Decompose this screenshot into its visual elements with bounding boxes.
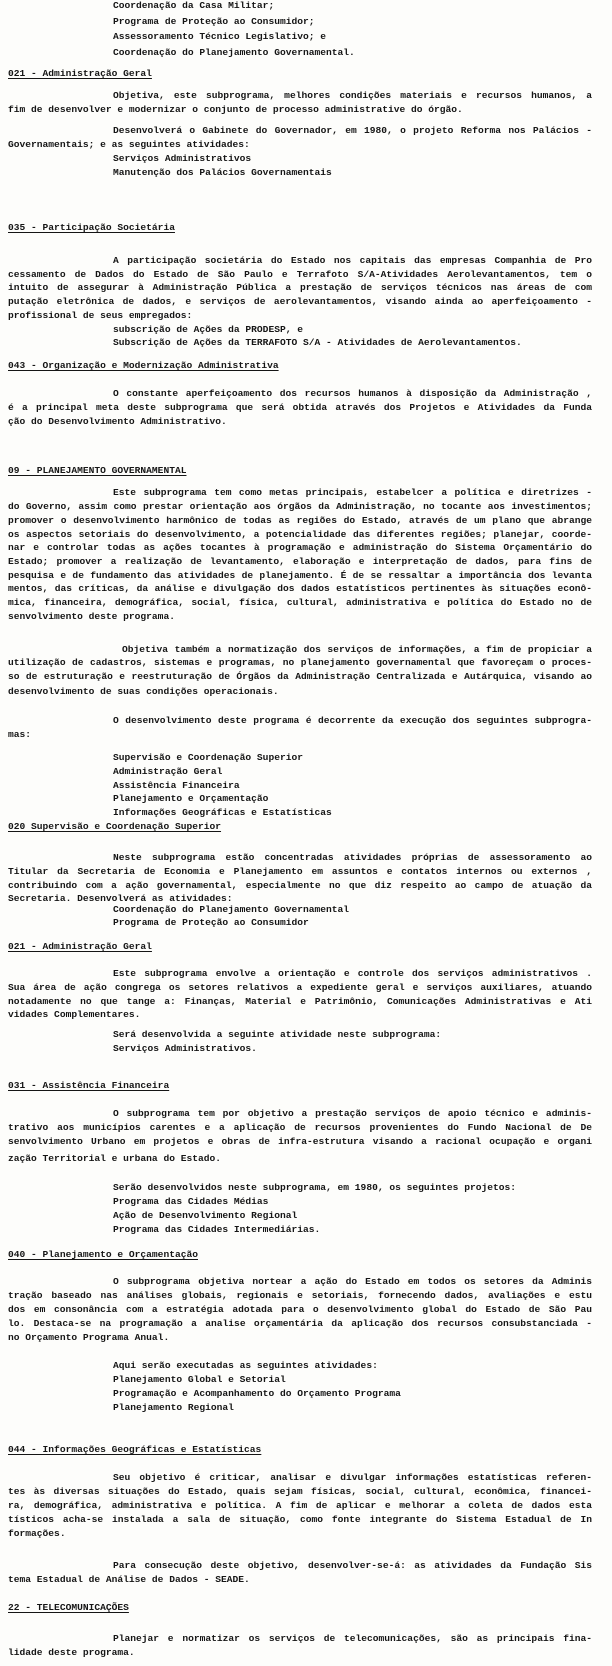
section-heading: 040 - Planejamento e Orçamentação (8, 1249, 198, 1260)
paragraph-line: mentos, das críticas, da análise e divulgação dos dados estatísticos pertinentes às situações econô- (8, 583, 592, 594)
paragraph-line: Objetiva, este subprograma, melhores condições materiais e recursos humanos, a (113, 90, 592, 101)
paragraph-line: mica, financeira, demográfica, social, física, cultural, administrativa e política do Estado no de (8, 597, 592, 608)
list-item: Programa das Cidades Médias (113, 1196, 269, 1207)
paragraph-line: senvolvimento deste programa. (8, 611, 175, 622)
paragraph-line: fim de desenvolver e modernizar o conjunto de processo administrative do órgão. (8, 104, 463, 115)
list-item: Programa das Cidades Intermediárias. (113, 1224, 321, 1235)
list-item: Manutenção dos Palácios Governamentais (113, 167, 332, 178)
paragraph-line: putação eletrônica de dados, e serviços de aerolevantamentos, visando ainda ao aperfeiçoamento - (8, 296, 592, 307)
paragraph-line: Governamentais; e as seguintes atividades: (8, 139, 250, 150)
paragraph-line: Sua área de ação congrega os setores relativos a expediente geral e serviços auxiliares, atuando (8, 982, 592, 993)
paragraph-line: mas: (8, 729, 32, 740)
list-item: Serão desenvolvidos neste subprograma, em 1980, os seguintes projetos: (113, 1182, 517, 1193)
paragraph-line: formações. (8, 1528, 66, 1539)
paragraph-line: A participação societária do Estado nos capitais das empresas Companhia de Pro (113, 255, 592, 266)
paragraph-line: trativo aos municípios carentes e a aplicação de recursos provenientes do Fundo Nacional de De (8, 1122, 592, 1133)
list-item: Programa de Proteção ao Consumidor; (113, 16, 315, 27)
paragraph-line: dos em consonância com a estratégia adotada para o desenvolvimento global do Estado de São Pau (8, 1304, 592, 1315)
paragraph-line: lidade deste programa. (8, 1647, 135, 1658)
section-heading: 035 - Participação Societária (8, 222, 175, 233)
list-item: Ação de Desenvolvimento Regional (113, 1210, 298, 1221)
paragraph-line: tes às diversas situações do Estado, quais sejam físicas, social, cultural, econômica, financei- (8, 1486, 592, 1497)
paragraph-line: do Governo, assim como prestar orientação aos órgãos da Administração, no tocante aos investimentos; (8, 501, 592, 512)
paragraph-line: profissional de seus empregados: (8, 310, 193, 321)
paragraph-line: promover o desenvolvimento harmônico de todas as regiões do Estado, através de um plano que abrange (8, 515, 592, 526)
list-item: Serviços Administrativos (113, 153, 252, 164)
paragraph-line: tísticos acha-se instalada a sala de situação, como fonte integrante do Sistema Estadual de In (8, 1514, 592, 1525)
paragraph-line: contribuindo com a ação governamental, especialmente no que diz respeito ao campo de atuação da (8, 880, 592, 891)
paragraph-line: O subprograma tem por objetivo a prestação serviços de apoio técnico e adminis- (113, 1108, 592, 1119)
list-item: Planejamento Global e Setorial (113, 1374, 286, 1385)
paragraph-line: O desenvolvimento deste programa é decorrente da execução dos seguintes subprogra- (113, 715, 592, 726)
paragraph-line: Estado; promover a realização de levantamento, elaboração e interpretação de dados, para fins de (8, 556, 592, 567)
section-heading: 031 - Assistência Financeira (8, 1080, 170, 1091)
paragraph-line: nar e controlar todas as ações tocantes à programação e administração do Sistema Orçamentário do (8, 542, 592, 553)
list-item: Planejamento Regional (113, 1402, 234, 1413)
section-heading: 021 - Administração Geral (8, 941, 152, 952)
list-item: Coordenação do Planejamento Governamental. (113, 47, 355, 58)
paragraph-line: Planejar e normatizar os serviços de telecomunicações, são as principais fina- (113, 1633, 592, 1644)
section-heading: 22 - TELECOMUNICAÇÕES (8, 1602, 129, 1613)
paragraph-line: desenvolvimento de suas condições operacionais. (8, 686, 279, 697)
paragraph-line: O subprograma objetiva nortear a ação do Estado em todos os setores da Adminis (113, 1276, 592, 1287)
paragraph-line: Desenvolverá o Gabinete do Governador, em 1980, o projeto Reforma nos Palácios - (113, 125, 592, 136)
paragraph-line: ra, demográfica, administrativa e política. A fim de aplicar e melhorar a coleta de dados esta (8, 1500, 592, 1511)
paragraph-line: Objetiva também a normatização dos serviços de informações, a fim de propiciar a (122, 644, 592, 655)
paragraph-line: é a principal meta deste subprograma que será obtida através dos Projetos e Atividades da Funda (8, 402, 592, 413)
section-heading: 021 - Administração Geral (8, 68, 152, 79)
list-item: Programa de Proteção ao Consumidor (113, 917, 309, 928)
list-item: Aqui serão executadas as seguintes atividades: (113, 1360, 378, 1371)
paragraph-line: utilização de cadastros, sistemas e programas, no planejamento governamental que favoreçam o proces- (8, 657, 592, 668)
list-item: subscrição de Ações da PRODESP, e (113, 324, 303, 335)
paragraph-line: os aspectos setoriais do desenvolvimento, a potencialidade das diferentes regiões; planejar, coorde- (8, 529, 592, 540)
section-heading: 043 - Organização e Modernização Administrativa (8, 360, 279, 371)
paragraph-line: vidades Complementares. (8, 1009, 141, 1020)
list-item: Coordenação do Planejamento Governamental (113, 904, 350, 915)
paragraph-line: pesquisa e de fundamento das atividades de planejamento. É de se ressaltar a importância dos levanta (8, 570, 592, 581)
paragraph-line: senvolvimento Urbano em projetos e obras de infra-estrutura visando a racional ocupação e organi (8, 1136, 592, 1147)
paragraph-line: Para consecução deste objetivo, desenvolver-se-á: as atividades da Fundação Sis (113, 1560, 592, 1571)
paragraph-line: Titular da Secretaria de Economia e Planejamento em assuntos e contatos internos ou externos , (8, 866, 592, 877)
paragraph-line: intuito de assegurar à Administração Pública a prestação de serviços técnicos nas áreas de com (8, 282, 592, 293)
list-item: Assistência Financeira (113, 780, 240, 791)
list-item: Subscrição de Ações da TERRAFOTO S/A - Atividades de Aerolevantamentos. (113, 337, 522, 348)
list-item: Supervisão e Coordenação Superior (113, 752, 303, 763)
section-heading: 09 - PLANEJAMENTO GOVERNAMENTAL (8, 465, 187, 476)
paragraph-line: no Orçamento Programa Anual. (8, 1332, 170, 1343)
list-item: Programação e Acompanhamento do Orçamento Programa (113, 1388, 401, 1399)
paragraph-line: so de estruturação e reestruturação de Órgãos da Administração Centralizada e Autárquica, visando ao (8, 671, 592, 682)
paragraph-line: notadamente no que tange a: Finanças, Material e Patrimônio, Comunicações Administrativas e Ati (8, 996, 592, 1007)
section-heading: 020 Supervisão e Coordenação Superior (8, 821, 222, 832)
paragraph-line: Seu objetivo é criticar, analisar e divulgar informações estatísticas referen- (113, 1472, 592, 1483)
paragraph-line: tema Estadual de Análise de Dados - SEADE. (8, 1574, 250, 1585)
paragraph-line: Neste subprograma estão concentradas atividades próprias de assessoramento ao (113, 852, 592, 863)
paragraph-line: O constante aperfeiçoamento dos recursos humanos à disposição da Administração , (113, 388, 592, 399)
list-item: Assessoramento Técnico Legislativo; e (113, 31, 327, 42)
paragraph-line: tração baseado nas análises globais, regionais e setoriais, fornecendo dados, avaliações e estu (8, 1290, 592, 1301)
list-item: Informações Geográficas e Estatísticas (113, 807, 332, 818)
paragraph-line: ção do Desenvolvimento Administrativo. (8, 416, 227, 427)
paragraph-line: cessamento de Dados do Estado de São Paulo e Terrafoto S/A-Atividades Aerolevantamentos, tem o (8, 269, 592, 280)
list-item: Administração Geral (113, 766, 223, 777)
paragraph-line: Este subprograma envolve a orientação e controle dos serviços administrativos . (113, 968, 592, 979)
section-heading: 044 - Informações Geográficas e Estatísticas (8, 1444, 262, 1455)
paragraph-line: zação Territorial e urbana do Estado. (8, 1153, 222, 1164)
paragraph-line: Este subprograma tem como metas principais, estabelcer a política e diretrizes - (113, 487, 592, 498)
paragraph-line: Secretaria. Desenvolverá as atividades: (8, 893, 233, 904)
list-item: Coordenação da Casa Militar; (113, 0, 275, 11)
list-item: Será desenvolvida a seguinte atividade neste subprograma: (113, 1029, 442, 1040)
paragraph-line: lo. Destaca-se na programação a analise orçamentária da aplicação dos recursos consubstanciada - (8, 1318, 592, 1329)
list-item: Serviços Administrativos. (113, 1043, 257, 1054)
list-item: Planejamento e Orçamentação (113, 793, 269, 804)
